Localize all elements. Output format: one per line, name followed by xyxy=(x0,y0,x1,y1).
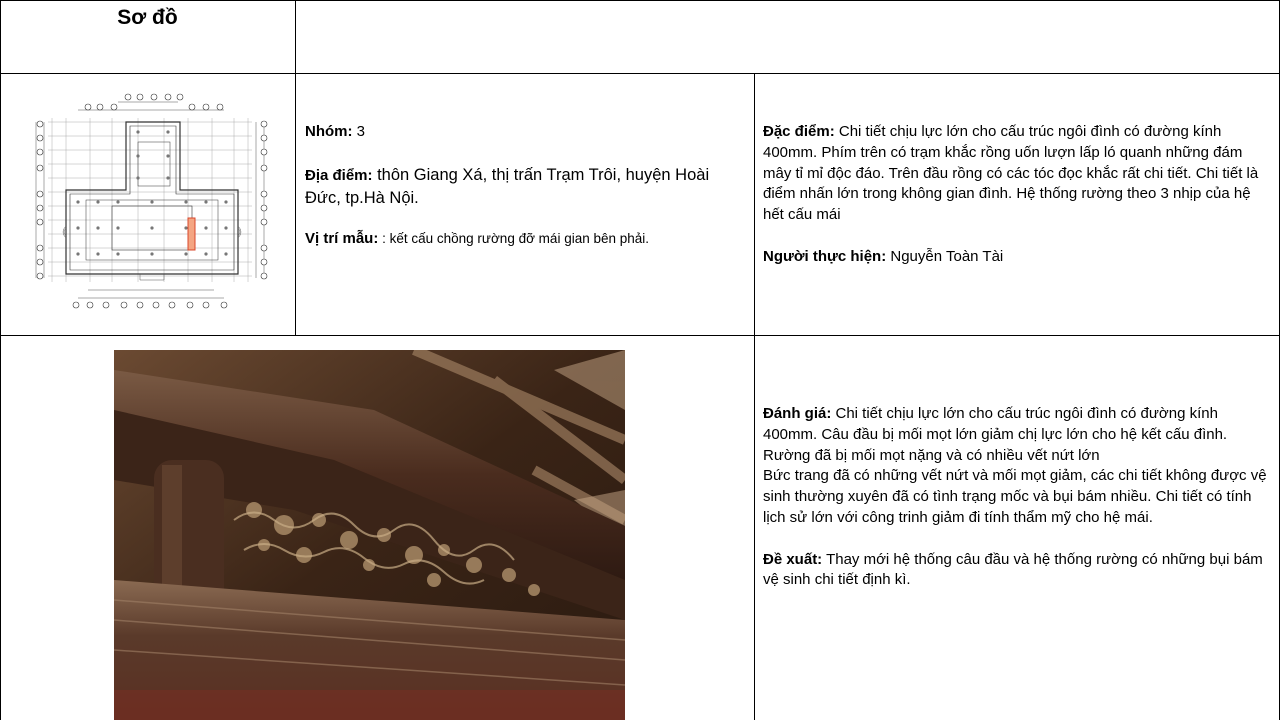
evaluation-line xyxy=(763,404,1268,466)
author-label: Người thực hiện: xyxy=(763,247,887,265)
info-panel xyxy=(305,122,745,250)
border-top xyxy=(0,0,1280,1)
evaluation-panel xyxy=(763,404,1268,591)
wooden-truss-photo xyxy=(114,350,625,720)
evaluation-text-1: Chi tiết chịu lực lớn cho cấu trúc ngôi đình có đường kính 400mm. Câu đầu bị mối mọt lớn giảm chị lực lớn cho hệ kết cấu đình. Rường đã bị mối mọt nặng và có nhiều vết nứt lớn xyxy=(763,405,1228,464)
group-line xyxy=(305,122,745,143)
author-value: Nguyễn Toàn Tài xyxy=(886,247,1004,265)
location-line xyxy=(305,164,745,209)
author-line xyxy=(763,247,1268,268)
row-divider-2 xyxy=(0,335,1280,336)
sample-line xyxy=(305,229,745,250)
evaluation-text-2: Bức trang đã có những vết nứt và mối mọt giảm, các chi tiết không được vệ sinh thường xuyên đã có tình trạng mốc và bụi bám nhiều. Chi tiết có tính lịch sử lớn với công trinh giảm đi tính thẩm mỹ cho hệ mái. xyxy=(763,467,1267,526)
page-title: Sơ đồ xyxy=(117,6,178,29)
group-label: Nhóm: xyxy=(305,123,353,140)
group-value: 3 xyxy=(352,123,366,140)
sample-label: Vị trí mẫu: xyxy=(305,230,379,248)
col-divider-1 xyxy=(295,0,296,335)
features-label: Đặc điểm: xyxy=(763,123,835,140)
row-divider-1 xyxy=(0,73,1280,74)
plan-columns xyxy=(76,130,227,255)
sample-location-marker xyxy=(188,218,195,250)
evaluation-label: Đánh giá: xyxy=(763,405,832,422)
features-line xyxy=(763,122,1268,226)
features-panel xyxy=(763,122,1268,268)
col-divider-2 xyxy=(754,73,755,720)
location-value: thôn Giang Xá, thị trấn Trạm Trôi, huyện Hoài Đức, tp.Hà Nội. xyxy=(305,165,710,207)
floor-plan-diagram xyxy=(28,92,272,314)
border-left xyxy=(0,0,1,720)
location-label: Địa điểm: xyxy=(305,166,373,184)
proposal-value: Thay mới hệ thống câu đầu và hệ thống rường có những bụi bám vệ sinh chi tiết định kì. xyxy=(763,550,1263,589)
features-text: Chi tiết chịu lực lớn cho cấu trúc ngôi đình có đường kính 400mm. Phím trên có trạm khắc rồng uốn lượn lấp ló quanh những đám mây tỉ mỉ độc đáo. Trên đầu rồng có các tóc đọc khắc rất chi tiết. Chi tiết là điểm nhấn lớn trong không gian đình. Hệ thống rường theo 3 nhịp của hệ hết cấu mái xyxy=(763,123,1259,224)
sample-value: : kết cấu chồng rường đỡ mái gian bên phải. xyxy=(378,231,650,247)
proposal-line xyxy=(763,550,1268,592)
proposal-label: Đề xuất: xyxy=(763,550,823,568)
